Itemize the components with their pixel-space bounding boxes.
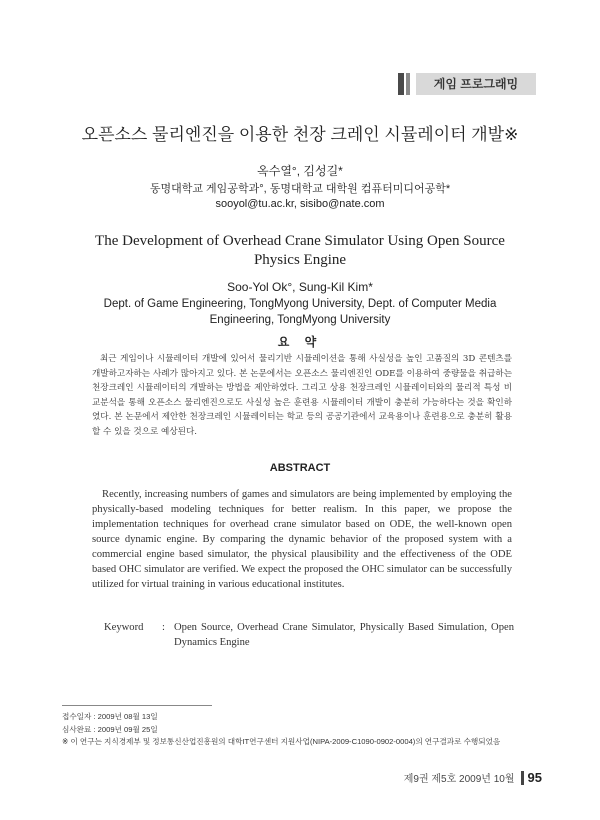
tab-decoration-bar <box>406 73 410 95</box>
received-date: 접수일자 : 2009년 08월 13일 <box>62 712 158 721</box>
page-footer <box>404 770 542 785</box>
affiliations-korean: 동명대학교 게임공학과°, 동명대학교 대학원 컴퓨터미디어공학* <box>149 183 451 195</box>
tab-decoration-bar <box>398 73 404 95</box>
keywords-text: Open Source, Overhead Crane Simulator, Physically Based Simulation, Open Dynamics Engine <box>174 622 514 648</box>
paper-title-korean: 오픈소스 물리엔진을 이용한 천장 크레인 시뮬레이터 개발※ <box>81 125 519 144</box>
keywords-colon: : <box>162 622 165 633</box>
accepted-date: 심사완료 : 2009년 09월 25일 <box>62 724 158 734</box>
abstract-english-heading: ABSTRACT <box>269 462 331 474</box>
keywords-label: Keyword <box>104 622 144 633</box>
footnote-divider <box>62 705 212 706</box>
section-category-tab <box>398 73 536 95</box>
authors-korean: 옥수열°, 김성길* <box>257 164 343 178</box>
abstract-english-body: Recently, increasing numbers of games and simulators are being implemented by employing the physically-based modeling techniques for better realism. In this paper, we propose the implementation techniques for overhead crane simulator based on ODE, the well-known open source dynamic engine. By comparing the dynamic behavior of the proposed system with a commercial engine based simulator, the physical plausibility and the effectiveness of the ODE based OHC simulator are verified. We expect the proposed the OHC simulator can be successfully utilized for virtual training in various educational institutes. <box>92 489 512 590</box>
keywords <box>104 620 514 650</box>
footer-divider-bar <box>521 771 524 785</box>
funding-note: ※ 이 연구는 지식경제부 및 정보통신산업진흥원의 대학IT연구센터 지원사업(NIPA-2009-C1090-0902-0004)의 연구결과로 수행되었음 <box>62 737 501 746</box>
footnotes <box>62 711 542 749</box>
abstract-korean-body: 최근 게임이나 시뮬레이터 개발에 있어서 물리기반 시뮬레이션을 통해 사실성을 높인 고품질의 3D 콘텐츠를 개발하고자하는 사례가 많아지고 있다. 본 논문에서는 오픈소스 물리엔진인 ODE를 이용하여 중량물을 취급하는 천장크레인 시뮬레이터의 개발하는 방법을 제안하였다. 그리고 상용 천장크레인 시뮬레이터와의 물리적 특성 비교분석을 통해 오픈소스 물리엔진으로도 사실성 높은 훈련용 시뮬레이터 개발이 충분히 가능하다는 것을 확인하였다. 본 논문에서 제안한 천장크레인 시뮬레이터는 학교 등의 공공기관에서 교육용이나 훈련용으로 충분히 활용할 수 있을 것으로 예상된다. <box>92 354 512 437</box>
paper-title-english: The Development of Overhead Crane Simulator Using Open Source Physics Engine <box>95 233 505 268</box>
section-category-label: 게임 프로그래밍 <box>416 73 536 95</box>
affiliations-english: Dept. of Game Engineering, TongMyong University, Dept. of Computer Media Engineering, TongMyong University <box>103 298 497 326</box>
journal-issue: 제9권 제5호 2009년 10월 <box>403 774 515 785</box>
authors-english: Soo-Yol Ok°, Sung-Kil Kim* <box>227 280 373 294</box>
abstract-korean-heading: 요 약 <box>277 335 323 349</box>
page-number: 95 <box>527 770 542 785</box>
author-emails: sooyol@tu.ac.kr, sisibo@nate.com <box>215 198 385 210</box>
